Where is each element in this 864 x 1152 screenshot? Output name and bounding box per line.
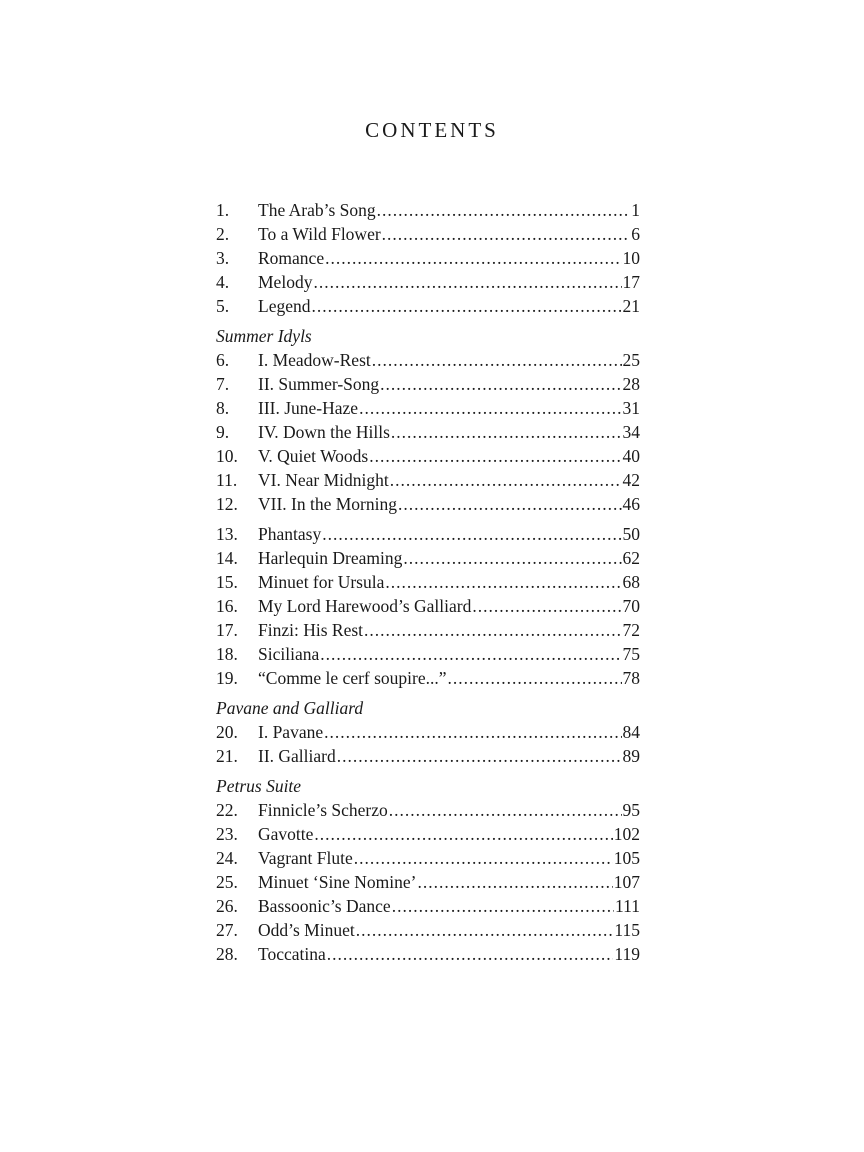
section-heading: Pavane and Galliard [216,698,364,718]
entry-title: Minuet ‘Sine Nomine’ [258,872,417,892]
entry-page-number: 84 [622,722,640,742]
entry-number: 15. [216,572,238,592]
toc-entry [216,546,640,570]
dot-leader [356,918,614,942]
entry-page-number: 115 [614,920,640,940]
toc-entry [216,522,640,546]
entry-page-number: 28 [622,374,640,394]
entry-title: VI. Near Midnight [258,470,389,490]
toc-group [216,198,640,318]
dot-leader [382,222,631,246]
toc-entry [216,918,640,942]
table-of-contents [216,198,640,966]
dot-leader [448,666,622,690]
entry-title: Finnicle’s Scherzo [258,800,388,820]
entry-title: Melody [258,272,313,292]
entry-number: 24. [216,848,238,868]
entry-number: 1. [216,200,230,220]
toc-entry [216,570,640,594]
entry-number: 25. [216,872,238,892]
dot-leader [322,522,621,546]
entry-title: “Comme le cerf soupire...” [258,668,447,688]
dot-leader [314,822,612,846]
dot-leader [369,444,621,468]
entry-number: 7. [216,374,230,394]
entry-title: Odd’s Minuet [258,920,355,940]
dot-leader [320,642,621,666]
dot-leader [324,720,621,744]
toc-entry [216,894,640,918]
entry-title: III. June-Haze [258,398,359,418]
entry-page-number: 62 [622,548,640,568]
entry-number: 9. [216,422,230,442]
toc-entry [216,396,640,420]
entry-page-number: 31 [622,398,640,418]
entry-page-number: 10 [622,248,640,268]
entry-page-number: 25 [622,350,640,370]
entry-title: Vagrant Flute [258,848,353,868]
toc-entry [216,618,640,642]
entry-title: Toccatina [258,944,326,964]
entry-page-number: 50 [622,524,640,544]
dot-leader [472,594,621,618]
dot-leader [359,396,621,420]
entry-page-number: 70 [622,596,640,616]
entry-number: 20. [216,722,238,742]
dot-leader [313,270,621,294]
entry-title: Bassoonic’s Dance [258,896,391,916]
dot-leader [389,798,622,822]
entry-page-number: 95 [622,800,640,820]
toc-entry [216,720,640,744]
entry-number: 11. [216,470,238,490]
toc-entry [216,444,640,468]
entry-page-number: 34 [622,422,640,442]
entry-number: 22. [216,800,238,820]
section-heading: Petrus Suite [216,776,302,796]
entry-number: 2. [216,224,230,244]
dot-leader [398,492,621,516]
toc-entry [216,270,640,294]
entry-title: Siciliana [258,644,320,664]
entry-title: Romance [258,248,325,268]
entry-number: 14. [216,548,238,568]
dot-leader [385,570,621,594]
entry-page-number: 72 [622,620,640,640]
dot-leader [403,546,621,570]
toc-entry [216,372,640,396]
entry-number: 19. [216,668,238,688]
entry-title: Finzi: His Rest [258,620,364,640]
entry-page-number: 46 [622,494,640,514]
entry-title: Minuet for Ursula [258,572,385,592]
entry-page-number: 105 [613,848,640,868]
entry-title: VII. In the Morning [258,494,398,514]
toc-entry [216,420,640,444]
entry-title: To a Wild Flower [258,224,381,244]
entry-number: 17. [216,620,238,640]
toc-entry [216,744,640,768]
entry-page-number: 6 [631,224,640,244]
entry-title: IV. Down the Hills [258,422,390,442]
entry-page-number: 89 [622,746,640,766]
toc-entry [216,942,640,966]
toc-entry [216,666,640,690]
entry-number: 8. [216,398,230,418]
entry-page-number: 42 [622,470,640,490]
entry-number: 16. [216,596,238,616]
dot-leader [392,894,614,918]
entry-number: 4. [216,272,230,292]
entry-number: 3. [216,248,230,268]
dot-leader [372,348,622,372]
toc-group [216,324,640,516]
entry-page-number: 119 [614,944,640,964]
entry-title: Legend [258,296,311,316]
dot-leader [377,198,631,222]
entry-page-number: 78 [622,668,640,688]
toc-entry [216,294,640,318]
entry-title: Phantasy [258,524,322,544]
entry-number: 13. [216,524,238,544]
entry-number: 23. [216,824,238,844]
entry-title: I. Pavane [258,722,324,742]
entry-number: 26. [216,896,238,916]
dot-leader [390,468,622,492]
toc-entry [216,798,640,822]
toc-entry [216,222,640,246]
entry-number: 27. [216,920,238,940]
entry-page-number: 111 [615,896,640,916]
entry-title: Harlequin Dreaming [258,548,403,568]
entry-page-number: 40 [622,446,640,466]
dot-leader [391,420,622,444]
entry-title: V. Quiet Woods [258,446,369,466]
entry-number: 10. [216,446,238,466]
dot-leader [364,618,621,642]
toc-entry [216,846,640,870]
entry-title: I. Meadow-Rest [258,350,371,370]
entry-number: 18. [216,644,238,664]
toc-entry [216,468,640,492]
dot-leader [354,846,613,870]
toc-group [216,696,640,768]
section-heading: Summer Idyls [216,326,312,346]
toc-entry [216,348,640,372]
dot-leader [311,294,621,318]
dot-leader [327,942,614,966]
page-title: CONTENTS [365,118,499,142]
entry-title: Gavotte [258,824,314,844]
dot-leader [380,372,621,396]
entry-page-number: 102 [613,824,640,844]
toc-entry [216,198,640,222]
entry-number: 6. [216,350,230,370]
dot-leader [417,870,612,894]
entry-page-number: 17 [622,272,640,292]
dot-leader [337,744,622,768]
entry-page-number: 21 [622,296,640,316]
toc-entry [216,822,640,846]
entry-number: 12. [216,494,238,514]
entry-title: II. Galliard [258,746,336,766]
entry-number: 5. [216,296,230,316]
toc-entry [216,246,640,270]
entry-page-number: 1 [631,200,640,220]
entry-title: My Lord Harewood’s Galliard [258,596,472,616]
entry-page-number: 75 [622,644,640,664]
dot-leader [325,246,621,270]
entry-title: The Arab’s Song [258,200,376,220]
toc-entry [216,594,640,618]
entry-number: 28. [216,944,238,964]
entry-page-number: 107 [613,872,640,892]
toc-group [216,522,640,690]
toc-entry [216,492,640,516]
toc-group [216,774,640,966]
toc-entry [216,870,640,894]
entry-number: 21. [216,746,238,766]
entry-title: II. Summer-Song [258,374,380,394]
toc-entry [216,642,640,666]
entry-page-number: 68 [622,572,640,592]
